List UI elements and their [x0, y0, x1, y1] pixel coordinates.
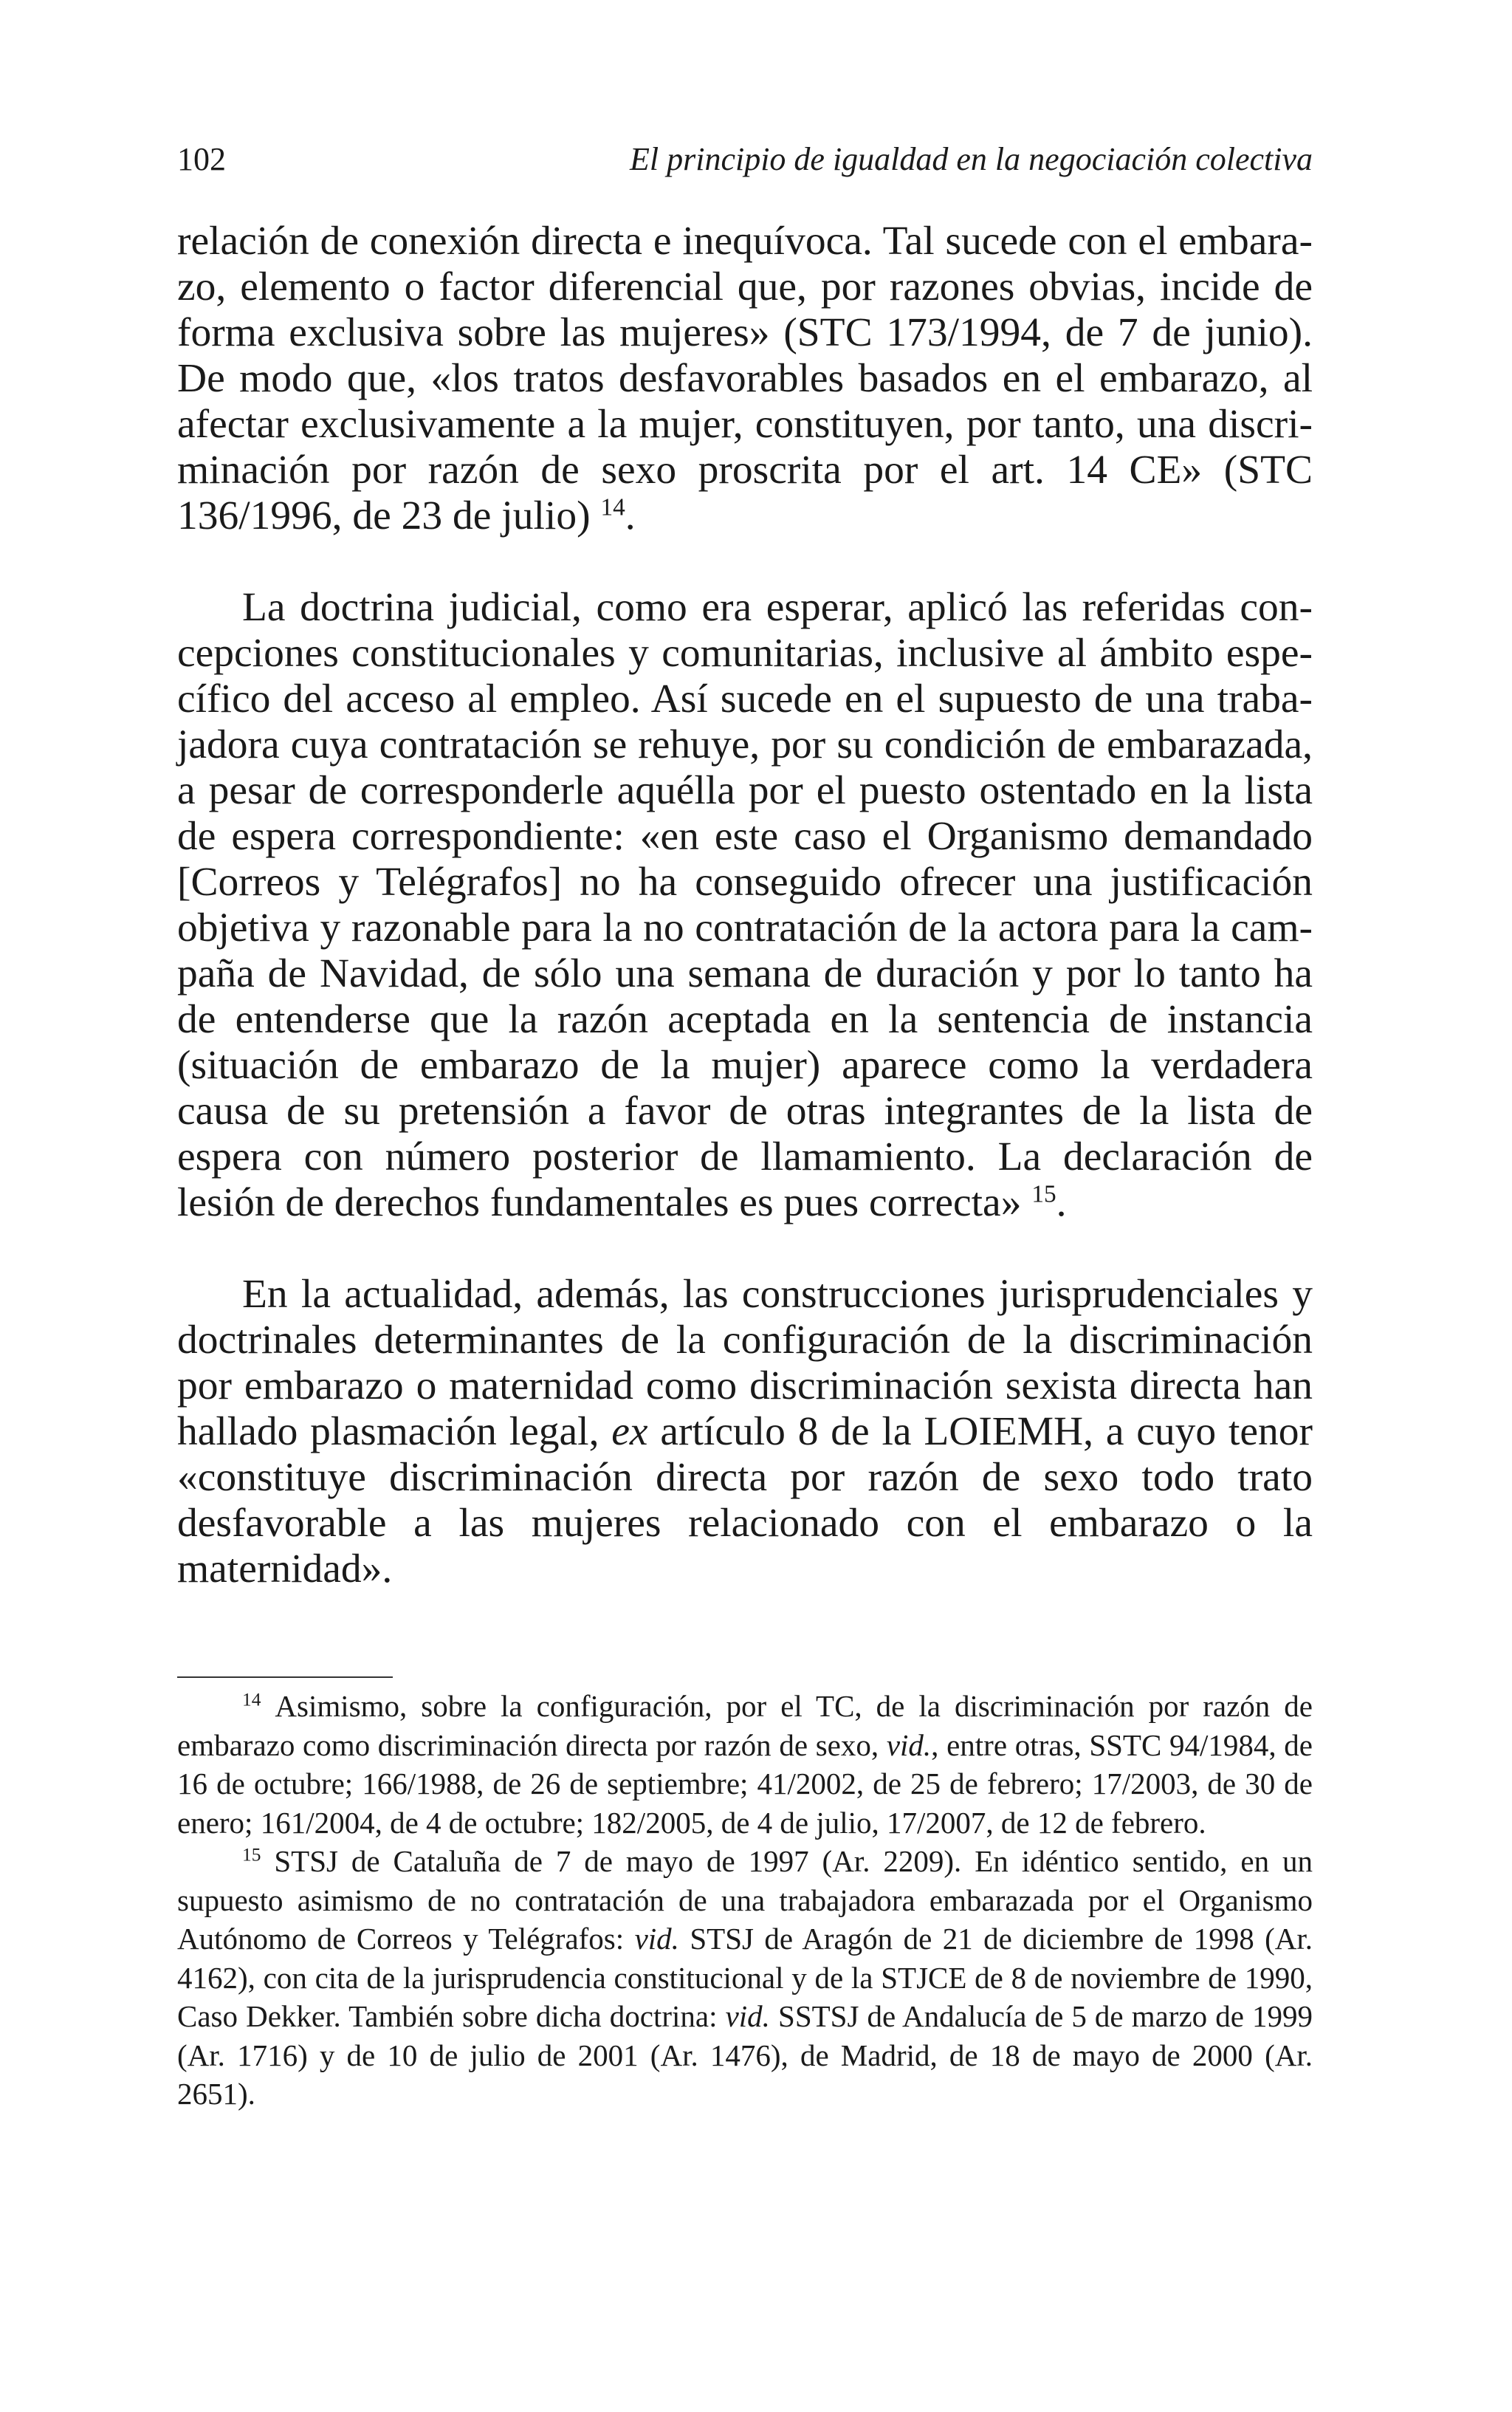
- footnote-separator: [177, 1676, 393, 1678]
- paragraph-1-text: relación de conexión directa e inequívoca. Tal sucede con el embarazo, elemento o factor diferencial que, por razones obvias, incide de forma exclusiva sobre las mujeres» (STC 173/1994, de 7 de junio). De modo que, «los tratos desfavorables basados en el embarazo, al afectar exclusivamente a la mujer, constituyen, por tanto, una discriminación por razón de sexo proscrita por el art. 14 CE» (STC 136/1996, de 23 de julio): [177, 219, 1313, 538]
- footnote-15-part1: STSJ de Cataluña de 7 de mayo de 1997 (Ar. 2209). En idéntico sentido, en un supuesto asimismo de no contratación de una trabajadora embarazada por el Organismo Autónomo de Correos y Telégrafos:: [177, 1844, 1313, 1956]
- footnote-15: [177, 1842, 1313, 2114]
- running-head: [177, 137, 1313, 182]
- footnote-15-part2: STSJ de Aragón de 21 de diciembre de 1998 (Ar. 4162), con cita de la jurisprudencia constitucional y de la STJCE de 8 de noviembre de 1990, Caso Dekker. También sobre dicha doctrina:: [177, 1922, 1313, 2033]
- footnotes: [177, 1687, 1313, 2114]
- footnote-15-part3: SSTSJ de Andalucía de 5 de marzo de 1999 (Ar. 1716) y de 10 de julio de 2001 (Ar. 1476), de Madrid, de 18 de mayo de 2000 (Ar. 2651).: [177, 1999, 1313, 2111]
- running-title: El principio de igualdad en la negociación colectiva: [630, 141, 1313, 177]
- footnote-14-before: Asimismo, sobre la configuración, por el TC, de la discriminación por razón de embarazo como discriminación directa por razón de sexo,: [177, 1689, 1313, 1762]
- paragraph-2-end: .: [1056, 1180, 1067, 1225]
- paragraph-3-after: artículo 8 de la LOIEMH, a cuyo tenor «constituye discriminación directa por razón de sexo todo trato desfavorable a las mujeres relacionado con el embarazo o la maternidad».: [177, 1409, 1313, 1592]
- paragraph-1-end: .: [625, 493, 636, 538]
- footnote-14-number: 14: [242, 1689, 261, 1710]
- footnote-14: [177, 1687, 1313, 1842]
- footnote-14-after: , entre otras, SSTC 94/1984, de 16 de octubre; 166/1988, de 26 de septiembre; 41/2002, de 25 de febrero; 17/2003, de 30 de enero; 161/2004, de 4 de octubre; 182/2005, de 4 de julio, 17/2007, de 12 de febrero.: [177, 1727, 1313, 1840]
- paragraph-3: [177, 1272, 1313, 1592]
- main-text: [177, 219, 1313, 1592]
- footnote-ref-15[interactable]: 15: [1031, 1180, 1056, 1208]
- footnote-ref-14[interactable]: 14: [600, 493, 625, 521]
- paragraph-1: [177, 219, 1313, 539]
- paragraph-2: [177, 585, 1313, 1226]
- paragraph-2-text: La doctrina judicial, como era esperar, aplicó las referidas concepciones constitucionales y comunitarias, inclusive al ámbito específico del acceso al empleo. Así sucede en el supuesto de una trabajadora cuya contratación se rehuye, por su condición de embarazada, a pesar de corresponderle aquélla por el puesto ostentado en la lista de espera correspondiente: «en este caso el Organismo demandado [Correos y Telégrafos] no ha conseguido ofrecer una justificación objetiva y razonable para la no contratación de la actora para la campaña de Navidad, de sólo una semana de duración y por lo tanto ha de entenderse que la razón aceptada en la sentencia de instancia (situación de embarazo de la mujer) aparece como la verdadera causa de su pretensión a favor de otras integrantes de la lista de espera con número posterior de llamamiento. La declaración de lesión de derechos fundamentales es pues correcta»: [177, 585, 1313, 1225]
- footnote-15-italic-1: vid.: [634, 1922, 679, 1956]
- page-number: 102: [177, 141, 226, 177]
- paragraph-3-before: En la actualidad, además, las construcciones jurisprudenciales y doctrinales determinantes de la configuración de la discriminación por embarazo o maternidad como discriminación sexista directa han hallado plasmación legal,: [177, 1272, 1313, 1454]
- footnote-15-number: 15: [242, 1844, 261, 1865]
- footnote-15-italic-2: vid.: [725, 1999, 770, 2033]
- footnote-14-italic: vid.: [886, 1727, 932, 1762]
- paragraph-3-italic-ex: ex: [611, 1409, 648, 1454]
